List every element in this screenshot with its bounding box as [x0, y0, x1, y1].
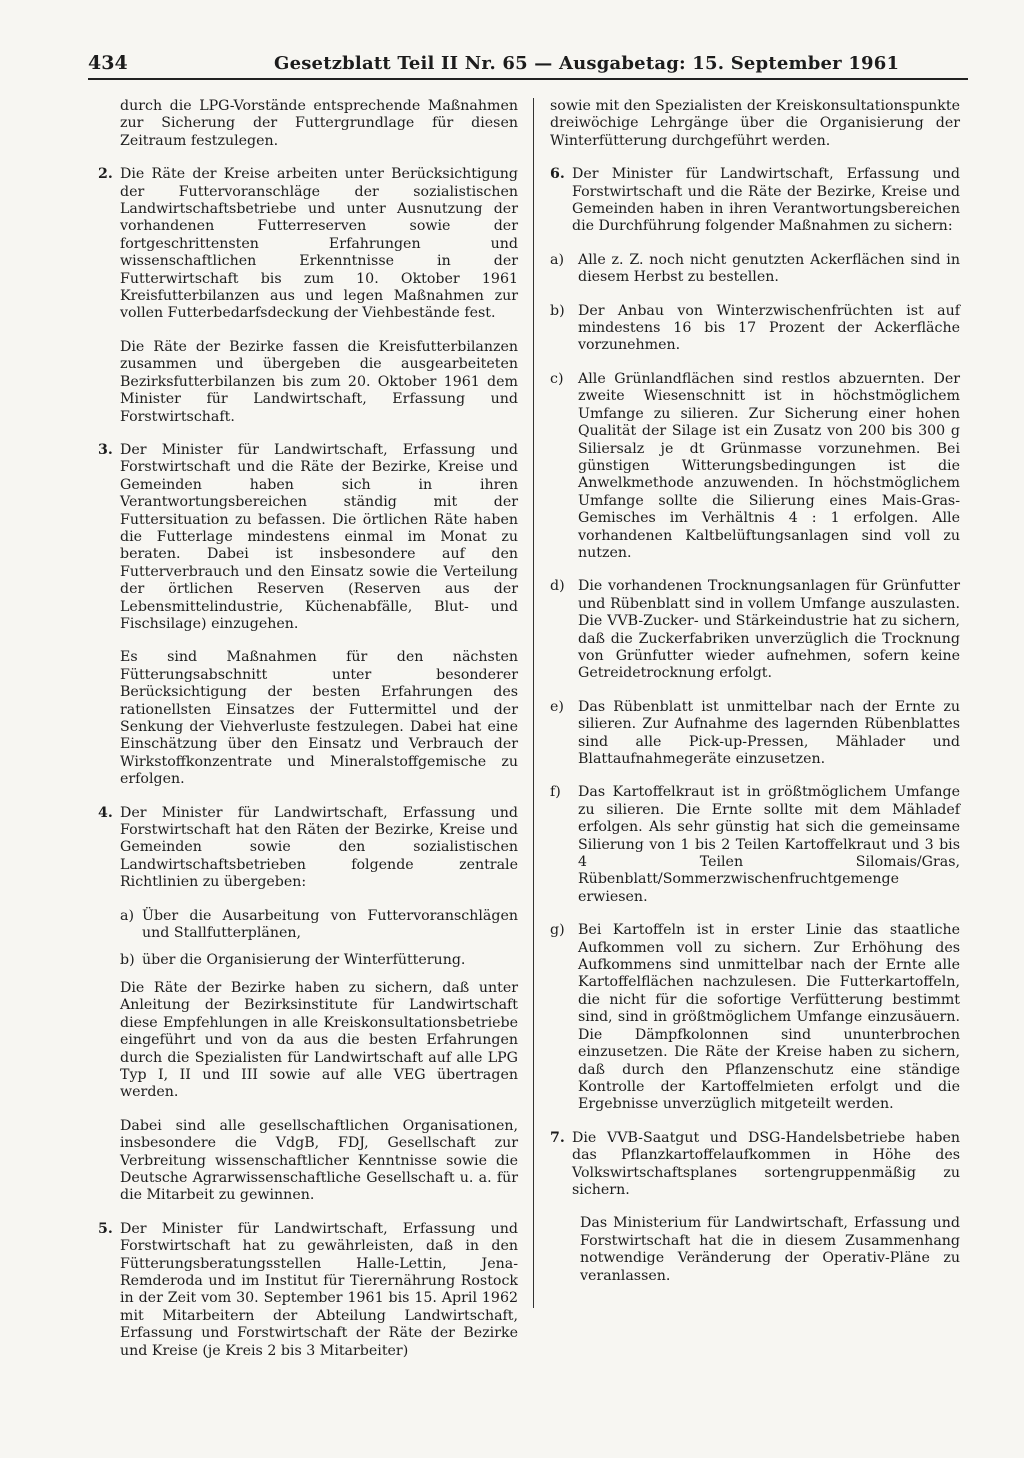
item-2-text: Die Räte der Kreise arbeiten unter Berücksichtigung der Futtervoranschläge der sozialistischen Landwirtschaftsbetriebe und unter Ausnutzung der vorhandenen Futterreserven sowie der fortgeschrittensten Erfahrungen und wissenschaftlichen Erkenntnisse in der Futterwirtschaft bis zum 10. Oktober 1961 Kreisfutterbilanzen aus und legen Maßnahmen zur vollen Futterbedarfsdeckung der Viehbestände fest. — [120, 166, 518, 322]
item-4-number: 4. — [98, 804, 113, 821]
item-7-text: Die VVB-Saatgut und DSG-Handelsbetriebe haben das Pflanzkartoffelaufkommen in Höhe des Volkswirtschaftsplanes sortengruppenmäßig zu sichern. — [572, 1129, 960, 1198]
item-6-sub-b — [550, 303, 960, 355]
right-intro-paragraph: sowie mit den Spezialisten der Kreiskonsultationspunkte dreiwöchige Lehrgänge über die Organisierung der Winterfütterung durchgeführt werden. — [550, 98, 960, 149]
item-4 — [98, 805, 518, 892]
item-7-number: 7. — [550, 1129, 565, 1146]
item-4-sub-b-text: über die Organisierung der Winterfütterung. — [142, 952, 466, 969]
item-6-sub-d-text: Die vorhandenen Trocknungsanlagen für Grünfutter und Rübenblatt sind in vollem Umfange auszulasten. Die VVB-Zucker- und Stärkeindustrie hat zu sichern, daß die Zuckerfabriken unverzüglich die Trocknung von Grünfutter wieder aufnehmen, sofern keine Getreidetrocknung erfolgt. — [578, 578, 960, 682]
item-6-sub-f-text: Das Kartoffelkraut ist in größtmöglichem Umfange zu silieren. Die Ernte sollte mit dem Mähladef erfolgen. Als sehr günstig hat sich die gemeinsame Silierung von 1 bis 2 Teilen Kartoffelkraut und 3 bis 4 Teilen Silomais/Gras, Rübenblatt/Sommerzwischenfruchtgemenge erwiesen. — [578, 784, 960, 905]
item-4-sub-b — [120, 952, 518, 969]
item-6-sub-c-text: Alle Grünlandflächen sind restlos abzuernten. Der zweite Wiesenschnitt ist in höchstmöglichem Umfange zu silieren. Zur Sicherung einer hohen Qualität der Silage ist ein Zusatz von 200 bis 300 g Siliersalz je dt Grünmasse vorzunehmen. Bei günstigen Witterungsbedingungen ist die Anwelkmethode anzuwenden. In höchstmöglichem Umfange sollte die Silierung eines Mais-Gras-Gemisches im Verhältnis 4 : 1 erfolgen. Alle vorhandenen Kaltbelüftungsanlagen sind voll zu nutzen. — [578, 370, 960, 561]
item-6-sub-c-label: c) — [550, 370, 564, 387]
item-3 — [98, 442, 518, 633]
item-2 — [98, 166, 518, 323]
item-5-number: 5. — [98, 1220, 113, 1237]
item-6-sub-d — [550, 578, 960, 682]
left-intro-paragraph: durch die LPG-Vorstände entsprechende Maßnahmen zur Sicherung der Futtergrundlage für diesen Zeitraum festzulegen. — [120, 98, 518, 149]
item-6-text: Der Minister für Landwirtschaft, Erfassung und Forstwirtschaft und die Räte der Bezirke, Kreise und Gemeinden haben in ihren Verantwortungsbereichen die Durchführung folgender Maßnahmen zu sichern: — [572, 166, 960, 235]
page-title: Gesetzblatt Teil II Nr. 65 — Ausgabetag: 15. September 1961 — [274, 53, 900, 74]
item-6-sub-a-text: Alle z. Z. noch nicht genutzten Ackerflächen sind in diesem Herbst zu bestellen. — [578, 251, 960, 286]
item-7 — [550, 1130, 960, 1200]
item-4-paragraph-2: Die Räte der Bezirke haben zu sichern, daß unter Anleitung der Bezirksinstitute für Landwirtschaft diese Empfehlungen in alle Kreiskonsultationsbetriebe eingeführt und von da aus die besten Erfahrungen durch die Spezialisten für Landwirtschaft auf alle LPG Typ I, II und III sowie auf alle VEG übertragen werden. — [120, 979, 518, 1101]
item-6-number: 6. — [550, 166, 565, 183]
left-column — [98, 98, 518, 1376]
item-3-number: 3. — [98, 441, 113, 458]
item-4-sub-a-text: Über die Ausarbeitung von Futtervoranschlägen und Stallfutterplänen, — [142, 907, 518, 942]
item-6-sub-g-label: g) — [550, 922, 565, 939]
item-4-sub-a — [120, 908, 518, 943]
item-4-text: Der Minister für Landwirtschaft, Erfassung und Forstwirtschaft hat den Räten der Bezirke, Kreise und Gemeinden sowie den sozialistischen Landwirtschaftsbetrieben folgende zentrale Richtlinien zu übergeben: — [120, 804, 518, 891]
item-6-sub-e — [550, 699, 960, 769]
item-6-sub-e-label: e) — [550, 698, 564, 715]
item-5-text: Der Minister für Landwirtschaft, Erfassung und Forstwirtschaft hat zu gewährleisten, daß in den Fütterungsberatungsstellen Halle-Lettin, Jena-Remderoda und im Institut für Tierernährung Rostock in der Zeit vom 30. September 1961 bis 15. April 1962 mit Mitarbeitern der Abteilung Landwirtschaft, Erfassung und Forstwirtschaft der Räte der Bezirke und Kreise (je Kreis 2 bis 3 Mitarbeiter) — [120, 1220, 518, 1359]
page-number: 434 — [88, 52, 128, 74]
item-4-paragraph-3: Dabei sind alle gesellschaftlichen Organisationen, insbesondere die VdgB, FDJ, Gesellschaft zur Verbreitung wissenschaftlicher Kenntnisse sowie die Deutsche Agrarwissenschaftliche Gesellschaft u. a. für die Mitarbeit zu gewinnen. — [120, 1117, 518, 1204]
item-6-sub-g — [550, 922, 960, 1113]
item-6-sub-f-label: f) — [550, 784, 561, 801]
item-4-sub-b-label: b) — [120, 952, 135, 969]
item-6-sub-e-text: Das Rübenblatt ist unmittelbar nach der Ernte zu silieren. Zur Aufnahme des lagernden Rübenblattes sind alle Pick-up-Pressen, Mählader und Blattaufnahmegeräte einzusetzen. — [578, 698, 960, 767]
item-6-sub-f — [550, 784, 960, 906]
item-3-text: Der Minister für Landwirtschaft, Erfassung und Forstwirtschaft und die Räte der Bezirke, Kreise und Gemeinden haben sich in ihren Verantwortungsbereichen ständig mit der Futtersituation zu befassen. Die örtlichen Räte haben die Futterlage mindestens einmal im Monat zu beraten. Dabei ist insbesondere auf den Futterverbrauch und den Einsatz sowie die Verteilung der örtlichen Reserven (Reserven aus der Lebensmittelindustrie, Küchenabfälle, Blut- und Fischsilage) einzugehen. — [120, 441, 518, 632]
item-6-sub-d-label: d) — [550, 578, 565, 595]
item-6-sub-a — [550, 252, 960, 287]
item-4-sublist — [98, 908, 518, 1205]
item-5 — [98, 1221, 518, 1360]
item-6-sub-b-label: b) — [550, 302, 565, 319]
item-6-sub-b-text: Der Anbau von Winterzwischenfrüchten ist auf mindestens 16 bis 17 Prozent der Ackerfläche vorzunehmen. — [578, 302, 960, 354]
header-rule — [88, 78, 968, 80]
column-divider — [533, 98, 534, 1308]
item-4-sub-a-label: a) — [120, 907, 134, 924]
item-3-paragraph-2: Es sind Maßnahmen für den nächsten Fütterungsabschnitt unter besonderer Berücksichtigung der besten Erfahrungen des rationellsten Einsatzes der Futtermittel und der Senkung der Viehverluste festzulegen. Dabei hat eine Einschätzung über den Einsatz und Verbrauch der Wirkstoffkonzentrate und Mineralstoffgemische zu erfolgen. — [120, 649, 518, 788]
right-column — [550, 98, 960, 1285]
item-2-paragraph-2: Die Räte der Bezirke fassen die Kreisfutterbilanzen zusammen und übergeben die ausgearbeiteten Bezirksfutterbilanzen bis zum 20. Oktober 1961 dem Minister für Landwirtschaft, Erfassung und Forstwirtschaft. — [120, 338, 518, 425]
item-6-sub-g-text: Bei Kartoffeln ist in erster Linie das staatliche Aufkommen voll zu sichern. Zur Erhöhung des Aufkommens sind unmittelbar nach der Ernte alle Kartoffelflächen nachzulesen. Die Futterkartoffeln, die nicht für die sofortige Verfütterung bestimmt sind, sind in größtmöglichem Umfange einzusäuern. Die Dämpfkolonnen sind ununterbrochen einzusetzen. Die Räte der Kreise haben zu sichern, daß durch den Pflanzenschutz eine ständige Kontrolle der Kartoffelmieten erfolgt und die Ergebnisse unverzüglich mitgeteilt werden. — [578, 922, 960, 1113]
item-2-number: 2. — [98, 166, 113, 183]
item-6-sub-c — [550, 371, 960, 562]
item-6 — [550, 166, 960, 236]
closing-paragraph: Das Ministerium für Landwirtschaft, Erfassung und Forstwirtschaft hat die in diesem Zusammenhang notwendige Veränderung der Operativ-Pläne zu veranlassen. — [580, 1215, 960, 1284]
page-header — [88, 52, 968, 82]
item-6-sub-a-label: a) — [550, 251, 564, 268]
